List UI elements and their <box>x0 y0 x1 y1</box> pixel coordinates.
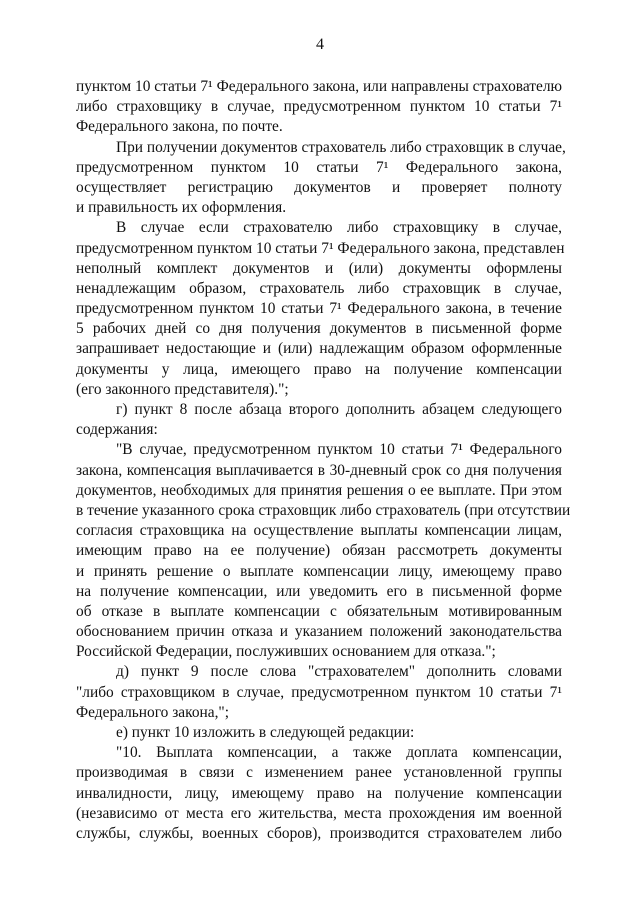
text-line: 5 рабочих дней со дня получения документов в письменной форме <box>76 320 562 338</box>
text-line: содержания: <box>76 421 158 439</box>
text-line: предусмотренном пунктом 10 статьи 7¹ Федерального закона, <box>76 158 562 176</box>
text-line: При получении документов страхователь либо страховщик в случае, <box>116 138 566 156</box>
text-line: обоснованием причин отказа и указанием положений законодательства <box>76 623 562 641</box>
text-line: е) пункт 10 изложить в следующей редакции: <box>116 724 415 741</box>
text-line: документы у лица, имеющего право на получение компенсации <box>76 360 562 378</box>
text-line: (его законного представителя)."; <box>76 380 289 398</box>
text-line: "либо страховщиком в случае, предусмотренном пунктом 10 статьи 7¹ <box>76 683 562 701</box>
text-line: д) пункт 9 после слова "страхователем" дополнить словами <box>116 663 562 681</box>
text-line: инвалидности, лицу, имеющему право на получение компенсации <box>76 784 562 802</box>
text-line: "10. Выплата компенсации, а также доплата компенсации, <box>116 744 562 762</box>
text-line: согласия страховщика на осуществление выплаты компенсации лицам, <box>76 522 562 540</box>
text-line: имеющим право на ее получение) обязан рассмотреть документы <box>76 542 562 560</box>
text-line: Федерального закона, по почте. <box>76 118 283 136</box>
text-line: Федерального закона,"; <box>76 703 229 721</box>
text-line: и принять решение о выплате компенсации лицу, имеющему право <box>76 562 562 580</box>
document-body <box>76 77 571 844</box>
text-line: запрашивает недостающие и (или) надлежащим образом оформленные <box>76 340 562 358</box>
text-line: службы, службы, военных сборов), производится страхователем либо <box>76 824 562 842</box>
text-line: документов, необходимых для принятия решения о ее выплате. При этом <box>76 481 562 499</box>
text-line: ненадлежащим образом, страхователь либо страховщик в случае, <box>76 279 562 297</box>
text-line: г) пункт 8 после абзаца второго дополнить абзацем следующего <box>116 401 562 418</box>
text-line: на получение компенсации, или уведомить его в письменной форме <box>76 582 562 600</box>
text-line: Российской Федерации, послуживших основанием для отказа."; <box>76 643 496 661</box>
text-line: и правильность их оформления. <box>76 199 287 217</box>
text-line: В случае если страхователю либо страховщику в случае, <box>116 219 562 237</box>
text-line: предусмотренном пунктом 10 статьи 7¹ Федерального закона, представлен <box>76 239 565 257</box>
text-line: производимая в связи с изменением ранее установленной группы <box>76 764 562 782</box>
text-line: либо страховщику в случае, предусмотренном пунктом 10 статьи 7¹ <box>76 98 562 116</box>
text-line: осуществляет регистрацию документов и проверяет полноту <box>76 178 562 196</box>
text-line: "В случае, предусмотренном пунктом 10 статьи 7¹ Федерального <box>116 441 562 459</box>
text-line: об отказе в выплате компенсации с обязательным мотивированным <box>76 602 562 620</box>
text-line: (независимо от места его жительства, места прохождения им военной <box>76 804 562 822</box>
text-line: неполный комплект документов и (или) документы оформлены <box>76 259 562 277</box>
text-line: закона, компенсация выплачивается в 30-дневный срок со дня получения <box>76 461 562 479</box>
text-line: пунктом 10 статьи 7¹ Федерального закона, или направлены страхователю <box>76 78 562 95</box>
text-line: предусмотренном пунктом 10 статьи 7¹ Федерального закона, в течение <box>76 300 562 318</box>
page-number: 4 <box>316 36 324 53</box>
text-line: в течение указанного срока страховщик либо страхователь (при отсутствии <box>76 501 571 519</box>
